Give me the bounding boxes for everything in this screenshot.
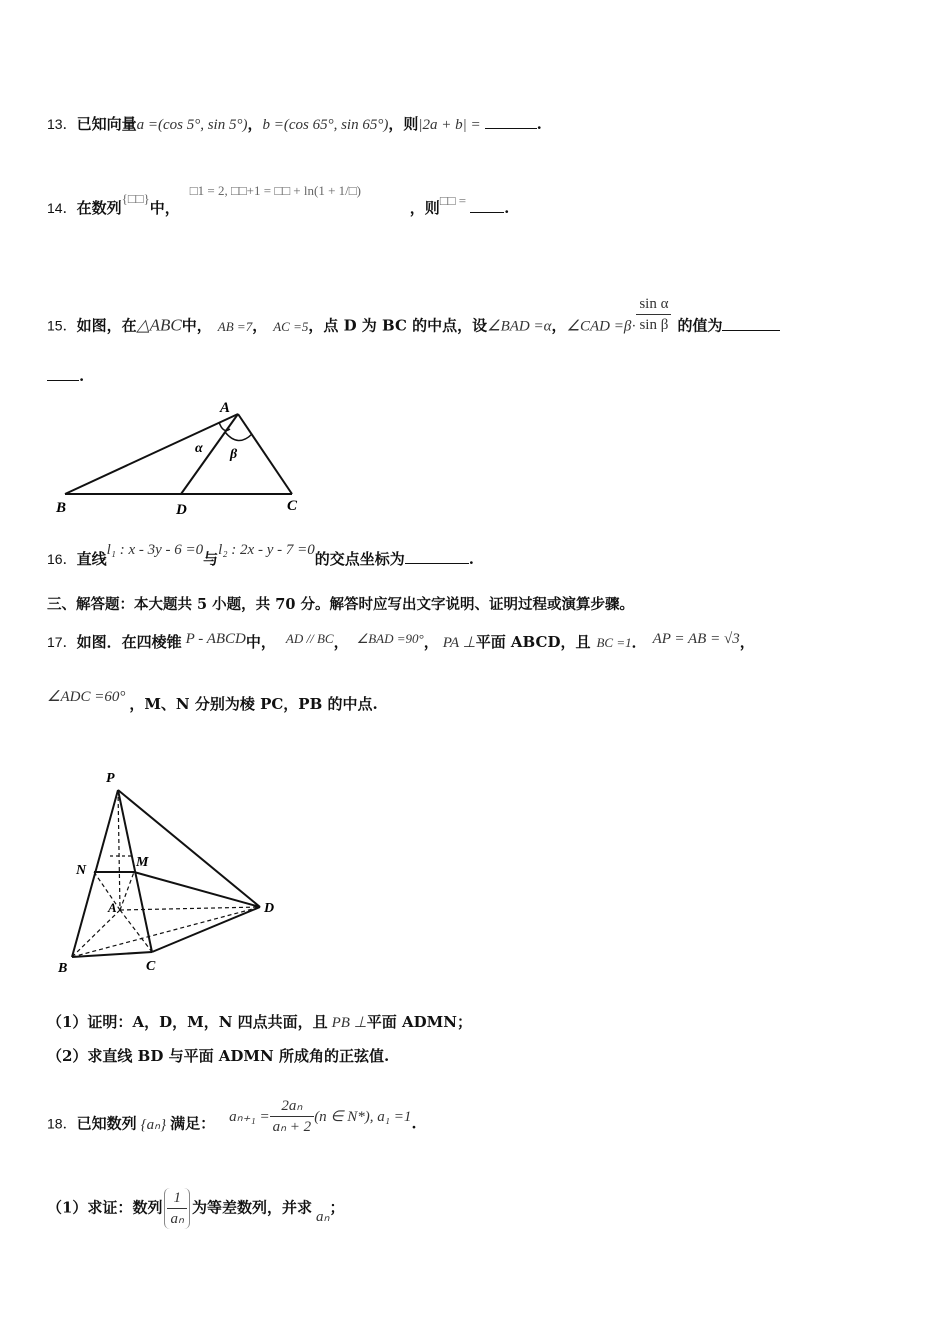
q14-then: ，则 <box>409 199 440 217</box>
q18-mid: 满足： <box>170 1114 216 1133</box>
q13-expression: |2a + b| = <box>418 117 481 133</box>
q18-lead: 已知数列 <box>76 1114 137 1133</box>
q14-mid: 中， <box>149 199 180 217</box>
q16-line-l2: l₂ : 2x - y - 7 =0 <box>218 542 315 558</box>
q17-comma1: ， <box>333 633 349 651</box>
q17-number: 17． <box>47 634 77 650</box>
q15-end: . <box>79 367 85 385</box>
hidden-pa <box>118 790 120 910</box>
q15-fraction <box>636 294 671 335</box>
q17-comma2: ， <box>423 633 439 651</box>
q17-1-pb: PB ⊥ <box>331 1015 367 1031</box>
section-heading: 三、解答题：本大题共 5 小题，共 70 分。解答时应写出文字说明、证明过程或演算步骤。 <box>47 596 634 613</box>
label-a-pyramid: A <box>108 900 117 915</box>
q17-1-tail: 平面 ADMN； <box>366 1013 472 1031</box>
q15-ac: AC =5 <box>273 318 309 334</box>
label-d: D <box>176 502 187 518</box>
q17-ap-ab: AP = AB = √3 <box>652 631 740 647</box>
q13-end: . <box>536 115 542 133</box>
q15-answer-blank-2 <box>47 366 79 381</box>
question-17 <box>47 632 755 653</box>
q17-pyramid: P - ABCD <box>185 631 246 647</box>
q15-beta: ∠CAD =β <box>566 318 632 335</box>
question-18-part-1 <box>47 1188 344 1229</box>
q18-1-frac-top: 1 <box>167 1188 186 1209</box>
q18-1-end: ； <box>329 1198 345 1217</box>
q18-condition: (n ∈ N*), a₁ =1 <box>314 1108 412 1125</box>
q18-1-tail: 为等差数列，并求 <box>191 1198 312 1217</box>
hidden-ad <box>120 907 260 910</box>
q18-end: . <box>411 1114 417 1133</box>
edge-bc <box>72 952 152 957</box>
q15-mid: ，点 D 为 BC 的中点，设 <box>308 316 488 335</box>
q17-angle-bad: ∠BAD =90° <box>356 631 424 646</box>
hidden-bd <box>72 907 260 957</box>
q17-parallel: AD // BC <box>285 631 334 646</box>
q17-zhong: 中， <box>245 633 276 651</box>
side-ba <box>65 414 238 494</box>
q18-recurrence-lhs: aₙ₊₁ = <box>229 1108 270 1125</box>
q16-yu: 与 <box>203 550 219 568</box>
q14-target: □□ = <box>439 193 467 208</box>
q15-continuation <box>47 366 84 386</box>
q16-answer-blank <box>405 549 469 564</box>
label-n: N <box>76 863 87 878</box>
question-16 <box>47 542 474 570</box>
q15-triangle: △ABC <box>136 315 182 335</box>
q16-lead: 直线 <box>76 550 107 568</box>
q15-frac-bottom: sin β <box>639 317 669 333</box>
q18-1-fraction <box>164 1188 189 1229</box>
question-17-part-1 <box>47 1012 472 1033</box>
q15-number: 15． <box>47 317 77 334</box>
q13-vector-b: b =(cos 65°, sin 65°) <box>262 117 389 133</box>
q17-angle-adc: ∠ADC =60° <box>47 689 126 705</box>
q15-zhong: 中， <box>181 316 212 335</box>
q18-frac-top: 2aₙ <box>270 1096 315 1117</box>
q13-answer-blank <box>485 114 537 129</box>
q14-lead: 在数列 <box>76 199 122 217</box>
hidden-am <box>120 872 134 910</box>
q15-comma2: ， <box>551 316 567 335</box>
q15-dot: · <box>631 318 637 335</box>
question-17-line2 <box>47 689 378 715</box>
angle-beta-arc <box>225 432 252 441</box>
q13-lead: 已知向量 <box>76 115 137 133</box>
triangle-figure <box>40 392 320 527</box>
q14-end: . <box>504 199 510 217</box>
label-d-pyramid: D <box>264 901 275 916</box>
label-a: A <box>220 400 231 416</box>
q18-1-an: aₙ <box>315 1208 330 1225</box>
q15-answer-blank-1 <box>722 316 780 331</box>
label-beta: β <box>230 447 238 462</box>
q14-recurrence: □1 = 2, □□+1 = □□ + ln(1 + 1/□) <box>189 183 361 198</box>
q17-1-text: （1）证明：A，D，M，N 四点共面，且 <box>47 1013 328 1031</box>
q15-lead: 如图，在 <box>76 316 137 335</box>
pyramid-figure <box>50 762 290 982</box>
q14-sequence: {□□} <box>121 191 150 206</box>
q15-ab: AB =7 <box>217 318 253 334</box>
label-b-pyramid: B <box>58 961 68 976</box>
q15-frac-top: sin α <box>636 294 671 315</box>
q15-comma1: ， <box>252 316 268 335</box>
q17-bc: BC =1 <box>596 635 632 650</box>
label-alpha: α <box>195 441 203 456</box>
q18-1-text: （1）求证：数列 <box>47 1198 163 1217</box>
q13-number: 13． <box>47 116 77 132</box>
question-18 <box>47 1098 417 1145</box>
q16-end: . <box>468 550 474 568</box>
q14-number: 14． <box>47 200 77 216</box>
label-m: M <box>136 855 149 870</box>
q17-comma4: ， <box>739 633 755 651</box>
q18-sequence: {aₙ} <box>140 1116 167 1133</box>
q13-then: ，则 <box>388 115 419 133</box>
q18-fraction <box>270 1096 315 1137</box>
segment-md <box>134 872 260 907</box>
q14-answer-blank <box>470 198 504 213</box>
side-ac <box>238 414 292 494</box>
label-p: P <box>106 771 115 786</box>
q17-line2-text: ，M、N 分别为棱 PC，PB 的中点. <box>129 695 378 713</box>
question-15 <box>47 296 780 347</box>
label-b: B <box>56 500 67 516</box>
q18-1-frac-bottom: aₙ <box>170 1211 184 1227</box>
q16-line-l1: l₁ : x - 3y - 6 =0 <box>106 542 204 558</box>
question-17-part-2: （2）求直线 BD 与平面 ADMN 所成角的正弦值. <box>47 1047 390 1065</box>
q16-tail: 的交点坐标为 <box>314 550 405 568</box>
edge-cd <box>152 907 260 952</box>
label-c-pyramid: C <box>146 959 156 974</box>
q18-frac-bottom: aₙ + 2 <box>272 1119 312 1135</box>
question-13 <box>47 114 542 135</box>
q13-vector-a: a =(cos 5°, sin 5°) <box>136 117 248 133</box>
q13-comma: ， <box>247 115 263 133</box>
question-14 <box>47 183 510 219</box>
label-c: C <box>287 498 298 514</box>
q16-number: 16． <box>47 551 77 567</box>
q17-comma3: ． <box>631 633 647 651</box>
q15-tail: 的值为 <box>677 316 723 335</box>
q15-alpha: ∠BAD =α <box>487 318 552 335</box>
q17-lead: 如图．在四棱锥 <box>76 633 182 651</box>
q17-perp: PA ⊥ <box>442 635 476 651</box>
q18-number: 18． <box>47 1115 77 1132</box>
q17-plane: 平面 ABCD，且 <box>475 633 591 651</box>
